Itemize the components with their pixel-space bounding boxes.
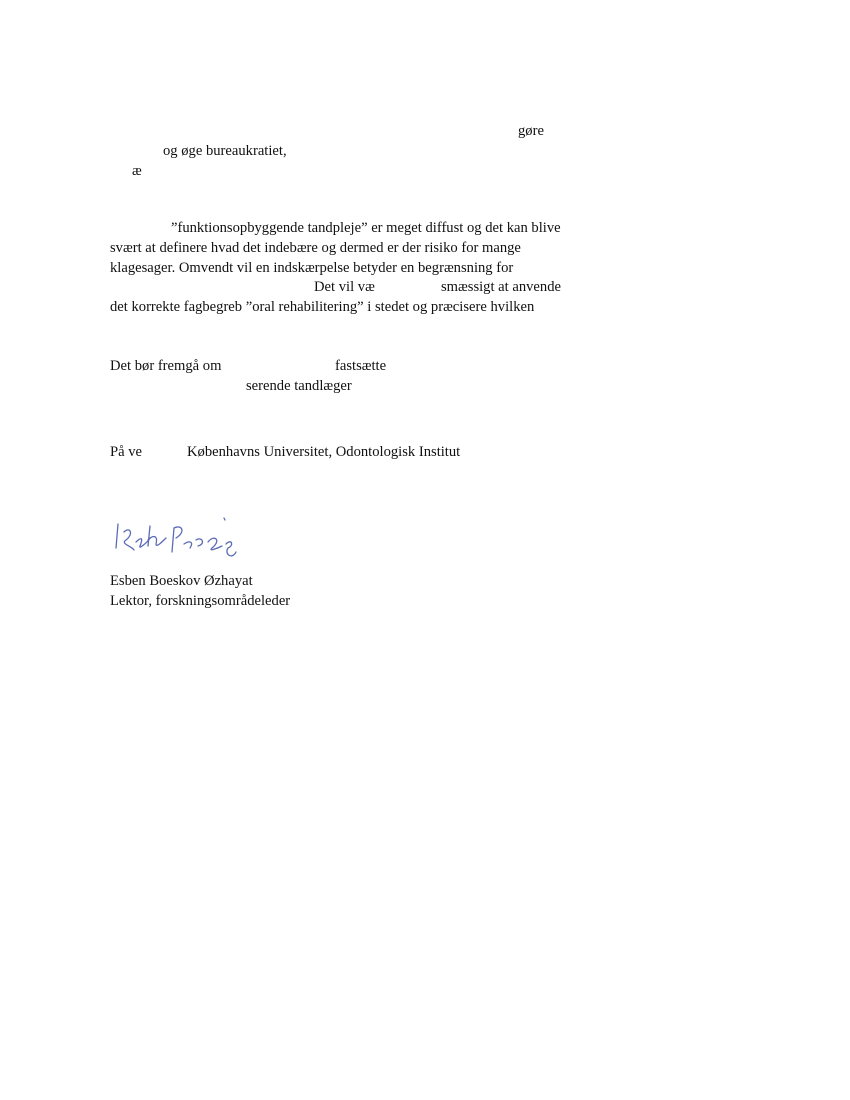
text-fragment: Det bør fremgå om bbox=[110, 358, 222, 374]
text-fragment: serende tandlæger bbox=[246, 378, 352, 394]
text-fragment: det korrekte fagbegreb ”oral rehabilitering” i stedet og præcisere hvilken bbox=[110, 299, 535, 315]
text-fragment: Det vil væ bbox=[314, 279, 375, 295]
text-fragment: Københavns Universitet, Odontologisk Institut bbox=[187, 444, 461, 460]
text-fragment: og øge bureaukratiet, bbox=[163, 143, 287, 159]
signatory-title: Lektor, forskningsområdeleder bbox=[110, 593, 291, 609]
text-fragment: klagesager. Omvendt vil en indskærpelse betyder en begrænsning for bbox=[110, 260, 514, 276]
text-fragment: På ve bbox=[110, 444, 143, 460]
text-fragment: smæssigt at anvende bbox=[441, 279, 561, 295]
text-fragment: gøre bbox=[518, 123, 544, 139]
signatory-name: Esben Boeskov Øzhayat bbox=[110, 573, 253, 589]
text-fragment: æ bbox=[132, 163, 142, 179]
signature-image bbox=[110, 512, 260, 570]
text-fragment: fastsætte bbox=[335, 358, 387, 374]
text-fragment: ”funktionsopbyggende tandpleje” er meget diffust og det kan blive bbox=[171, 220, 561, 236]
text-fragment: svært at definere hvad det indebære og dermed er der risiko for mange bbox=[110, 240, 521, 256]
